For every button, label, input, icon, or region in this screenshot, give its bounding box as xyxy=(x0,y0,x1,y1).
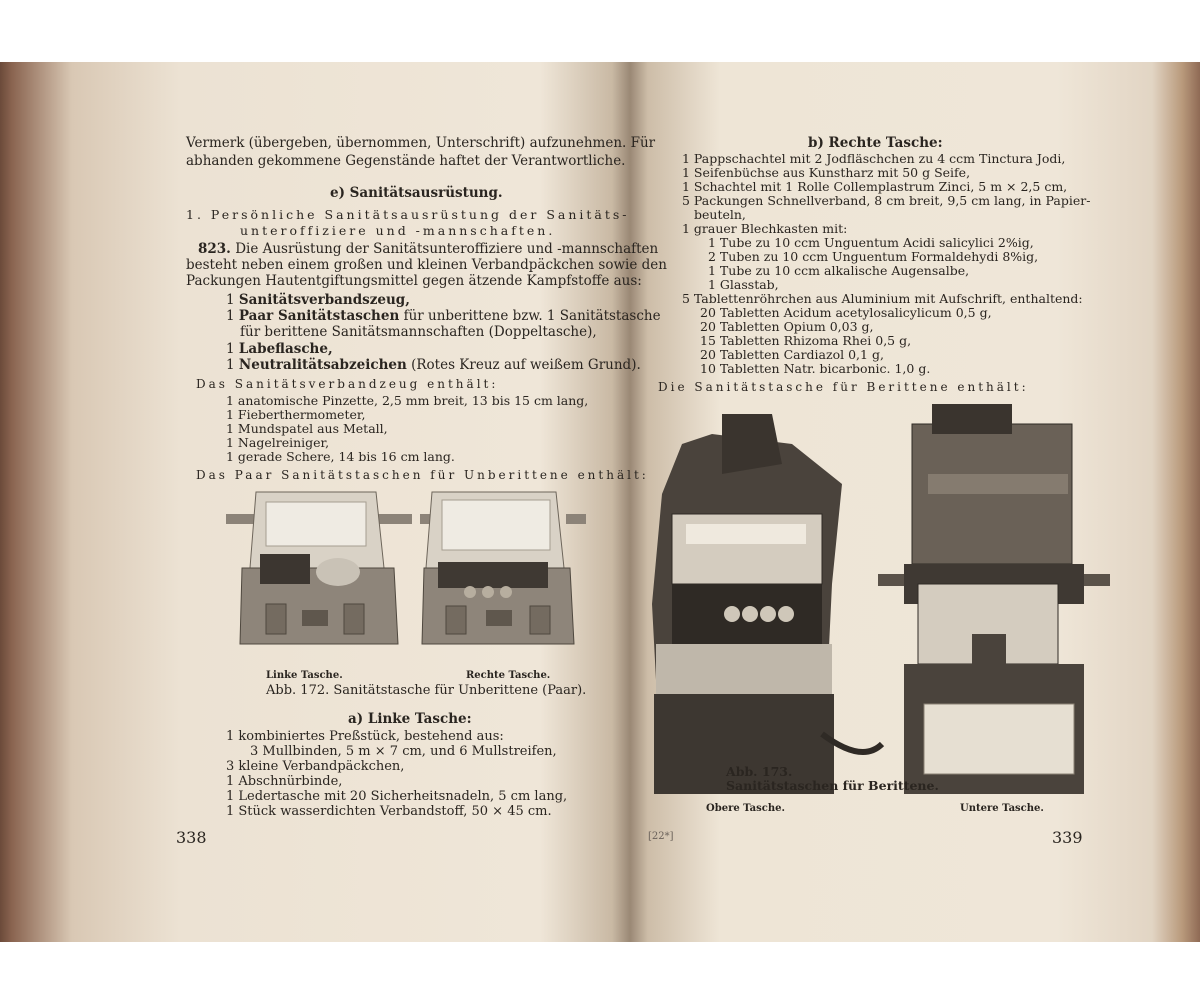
open-book xyxy=(0,62,1200,942)
paragraph-line: 823. Die Ausrüstung der Sanitätsunteroffiziere und -mannschaften xyxy=(198,241,659,257)
upper-bag-caption: Obere Tasche. xyxy=(706,803,785,814)
list-item: 3 Mullbinden, 5 m × 7 cm, und 6 Mullstreifen, xyxy=(250,744,557,759)
right-bag-image xyxy=(420,492,586,644)
equipment-item: 1 Paar Sanitätstaschen für unberittene bzw. 1 Sanitätstasche xyxy=(226,308,661,324)
page-number: 338 xyxy=(176,828,207,847)
sanitaetstaschen-berittene-photo xyxy=(642,404,1122,804)
subsection-heading: a) Linke Tasche: xyxy=(348,711,472,727)
list-item: beuteln, xyxy=(694,207,746,222)
list-item: 1 Seifenbüchse aus Kunstharz mit 50 g Seife, xyxy=(682,165,971,180)
list-item: 5 Packungen Schnellverband, 8 cm breit, 9,5 cm lang, in Papier- xyxy=(682,193,1091,208)
equipment-item: 1 Sanitätsverbandszeug, xyxy=(226,292,410,308)
list-item: 1 anatomische Pinzette, 2,5 mm breit, 13 bis 15 cm lang, xyxy=(226,393,589,408)
bag-caption-right: Rechte Tasche. xyxy=(466,670,551,681)
paragraph-line: besteht neben einem großen und kleinen Verbandpäckchen sowie den xyxy=(186,257,667,273)
figure-caption: Sanitätstaschen für Berittene. xyxy=(726,778,939,793)
subsection-heading: b) Rechte Tasche: xyxy=(808,135,943,151)
paragraph-number: 823. xyxy=(198,241,231,257)
page-number: 339 xyxy=(1052,828,1083,847)
list-heading: Das Paar Sanitätstaschen für Unberittene enthält: xyxy=(196,468,649,482)
figure-number: Abb. 173. xyxy=(726,764,793,779)
list-heading: Die Sanitätstasche für Berittene enthält: xyxy=(658,380,1029,394)
list-item: 1 Nagelreiniger, xyxy=(226,435,330,450)
list-item: 1 Tube zu 10 ccm Unguentum Acidi salicylici 2%ig, xyxy=(708,235,1034,250)
list-item: 1 Ledertasche mit 20 Sicherheitsnadeln, 5 cm lang, xyxy=(226,789,568,804)
list-item: 1 Pappschachtel mit 2 Jodfläschchen zu 4 ccm Tinctura Jodi, xyxy=(682,151,1066,166)
bag-caption-left: Linke Tasche. xyxy=(266,670,343,681)
paragraph-line: Packungen Hautentgiftungsmittel gegen ätzende Kampfstoffe aus: xyxy=(186,273,642,289)
list-heading: Das Sanitätsverbandzeug enthält: xyxy=(196,377,499,391)
list-item: 1 Stück wasserdichten Verbandstoff, 50 × 45 cm. xyxy=(226,804,552,819)
list-item: 1 Fieberthermometer, xyxy=(226,407,366,422)
list-item: 3 kleine Verbandpäckchen, xyxy=(226,759,405,774)
list-item: 2 Tuben zu 10 ccm Unguentum Formaldehydi 8%ig, xyxy=(708,249,1039,264)
upper-bag-image xyxy=(652,414,882,794)
lower-bag-caption: Untere Tasche. xyxy=(960,803,1044,814)
equipment-item: 1 Labeflasche, xyxy=(226,341,333,357)
list-item: 1 Abschnürbinde, xyxy=(226,774,343,789)
signature-mark: [22*] xyxy=(648,831,674,842)
subsection-heading: 1. Persönliche Sanitätsausrüstung der Sanitäts- xyxy=(186,207,630,222)
subsection-heading: unteroffiziere und -mannschaften. xyxy=(240,223,556,238)
intro-line: abhanden gekommene Gegenstände haftet der Verantwortliche. xyxy=(186,153,626,169)
list-item: 1 Tube zu 10 ccm alkalische Augensalbe, xyxy=(708,263,970,278)
lower-bag-image xyxy=(878,404,1110,794)
list-item: 5 Tablettenröhrchen aus Aluminium mit Aufschrift, enthaltend: xyxy=(682,291,1083,306)
right-page xyxy=(630,62,1200,942)
list-item: 15 Tabletten Rhizoma Rhei 0,5 g, xyxy=(700,333,912,348)
list-item: 20 Tabletten Opium 0,03 g, xyxy=(700,319,874,334)
list-item: 1 kombiniertes Preßstück, bestehend aus: xyxy=(226,729,504,744)
figure-caption: Abb. 172. Sanitätstasche für Unberittene (Paar). xyxy=(266,683,587,698)
left-bag-image xyxy=(226,492,412,644)
section-heading: e) Sanitätsausrüstung. xyxy=(330,185,503,201)
list-item: 20 Tabletten Acidum acetylosalicylicum 0,5 g, xyxy=(700,305,992,320)
list-item: 20 Tabletten Cardiazol 0,1 g, xyxy=(700,347,884,362)
list-item: 10 Tabletten Natr. bicarbonic. 1,0 g. xyxy=(700,361,931,376)
equipment-item: 1 Neutralitätsabzeichen (Rotes Kreuz auf weißem Grund). xyxy=(226,357,641,373)
list-item: 1 gerade Schere, 14 bis 16 cm lang. xyxy=(226,449,455,464)
list-item: 1 Glasstab, xyxy=(708,277,779,292)
intro-line: Vermerk (übergeben, übernommen, Unterschrift) aufzunehmen. Für xyxy=(186,135,656,151)
list-item: 1 Schachtel mit 1 Rolle Collemplastrum Zinci, 5 m × 2,5 cm, xyxy=(682,179,1068,194)
equipment-item: für berittene Sanitätsmannschaften (Doppeltasche), xyxy=(240,324,597,340)
list-item: 1 Mundspatel aus Metall, xyxy=(226,421,388,436)
sanitaetstaschen-unberittene-photo xyxy=(226,488,586,658)
list-item: 1 grauer Blechkasten mit: xyxy=(682,221,848,236)
